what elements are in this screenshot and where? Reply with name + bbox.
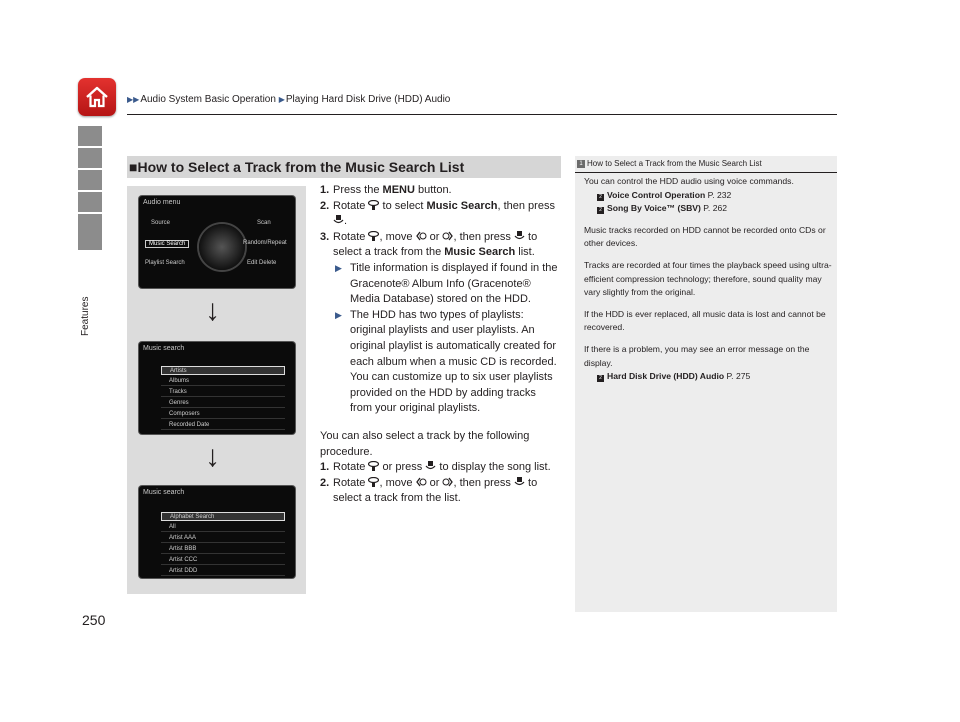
- list-item: Artists: [161, 366, 285, 375]
- dial-graphic: [199, 224, 245, 270]
- breadcrumb-arrow-icon: ▶▶: [127, 95, 140, 104]
- side-tab-block: [78, 148, 102, 168]
- menu-item: Edit Delete: [247, 260, 277, 266]
- press-dial-icon: [333, 215, 344, 225]
- breadcrumb-arrow-icon: ▶: [278, 95, 285, 104]
- menu-item: Scan: [257, 220, 271, 226]
- move-right-icon: [442, 477, 453, 487]
- reference-icon: 2: [597, 375, 604, 382]
- cross-reference[interactable]: 2 Song By Voice™ (SBV) P. 262: [584, 202, 832, 216]
- list-item: Alphabet Search: [161, 512, 285, 521]
- move-left-icon: [416, 231, 427, 241]
- note-title-info: ▶ Title information is displayed if found in the Gracenote® Album Info (Gracenote® Media Database) stored on the HDD.: [335, 261, 558, 306]
- list-item: Composers: [161, 410, 285, 419]
- press-dial-icon: [514, 477, 525, 487]
- instructions: [320, 183, 560, 507]
- side-note-body: [584, 175, 832, 384]
- note-arrow-icon: ▶: [335, 262, 342, 273]
- press-dial-icon: [425, 461, 436, 471]
- side-tab-block: [78, 170, 102, 190]
- note-arrow-icon: ▶: [335, 309, 342, 320]
- list-item: Albums: [161, 377, 285, 386]
- home-icon[interactable]: [78, 78, 116, 116]
- music-search-list-screen: [139, 486, 295, 578]
- reference-icon: 2: [597, 207, 604, 214]
- alt-procedure-intro: You can also select a track by the following procedure.: [320, 429, 530, 458]
- cross-reference[interactable]: 2 Hard Disk Drive (HDD) Audio P. 275: [584, 370, 832, 384]
- step-1: 1. Press the MENU button.: [320, 184, 452, 196]
- list-item: Artist CCC: [161, 556, 285, 565]
- side-tab-active: [78, 214, 102, 250]
- step-3: 3. Rotate , move or , then press to select a track from the Music Search list.: [320, 230, 538, 259]
- menu-item: Source: [151, 220, 171, 226]
- note-paragraph: If the HDD is ever replaced, all music data is lost and cannot be recovered.: [584, 308, 826, 333]
- move-right-icon: [442, 231, 453, 241]
- screen-title: Audio menu: [143, 199, 181, 206]
- note-paragraph: If there is a problem, you may see an error message on the display.: [584, 343, 810, 368]
- note-paragraph: Tracks are recorded at four times the playback speed using ultra-efficient compression technology; therefore, sound quality may vary slightly from the original.: [584, 259, 832, 298]
- side-note-panel: [575, 156, 837, 612]
- interface-dial-icon: [368, 461, 379, 471]
- side-tab-block: [78, 126, 102, 146]
- music-search-screen: [139, 342, 295, 434]
- interface-dial-icon: [368, 231, 379, 241]
- move-left-icon: [416, 477, 427, 487]
- section-title: ■How to Select a Track from the Music Search List: [127, 156, 561, 178]
- cross-reference[interactable]: 2 Voice Control Operation P. 232: [584, 189, 832, 203]
- screen-title: Music search: [143, 489, 185, 496]
- menu-item-selected: Music Search: [145, 240, 189, 248]
- note-paragraph: You can control the HDD audio using voice commands.: [584, 176, 794, 186]
- reference-icon: 2: [597, 194, 604, 201]
- menu-item: Playlist Search: [145, 260, 185, 266]
- press-dial-icon: [514, 231, 525, 241]
- interface-dial-icon: [368, 200, 379, 210]
- arrow-down-icon: ↓: [205, 294, 220, 327]
- arrow-down-icon: ↓: [205, 440, 220, 473]
- side-note-title: 1 How to Select a Track from the Music Search List: [575, 156, 837, 173]
- page-number: 250: [82, 612, 106, 628]
- list-item: Tracks: [161, 388, 285, 397]
- side-tab-block: [78, 192, 102, 212]
- step-2: 2. Rotate to select Music Search, then press .: [320, 199, 555, 228]
- list-item: Artist AAA: [161, 534, 285, 543]
- alt-step-2: 2. Rotate , move or , then press to select a track from the list.: [320, 476, 538, 505]
- list-item: Genres: [161, 399, 285, 408]
- note-paragraph: Music tracks recorded on HDD cannot be recorded onto CDs or other devices.: [584, 224, 826, 249]
- side-tab-label: Features: [80, 296, 91, 336]
- breadcrumb-item[interactable]: Audio System Basic Operation: [140, 94, 276, 105]
- note-badge-icon: 1: [577, 160, 585, 168]
- breadcrumb: [127, 94, 450, 105]
- list-item: Artist BBB: [161, 545, 285, 554]
- screens-column: [127, 186, 306, 594]
- list-item: All: [161, 523, 285, 532]
- screen-title: Music search: [143, 345, 185, 352]
- list-item: Recorded Date: [161, 421, 285, 430]
- audio-menu-screen: [139, 196, 295, 288]
- note-playlists: ▶ The HDD has two types of playlists: original playlists and user playlists. An original playlist is automatically created for each album when a music CD is recorded. You can customize up to six user playlists provided on the HDD by adding tracks from your original playlists.: [335, 308, 557, 415]
- menu-item: Random/Repeat: [243, 240, 287, 246]
- breadcrumb-item[interactable]: Playing Hard Disk Drive (HDD) Audio: [285, 94, 451, 105]
- list-item: Artist DDD: [161, 567, 285, 576]
- header-rule: [127, 114, 837, 115]
- alt-step-1: 1. Rotate or press to display the song list.: [320, 461, 551, 474]
- interface-dial-icon: [368, 477, 379, 487]
